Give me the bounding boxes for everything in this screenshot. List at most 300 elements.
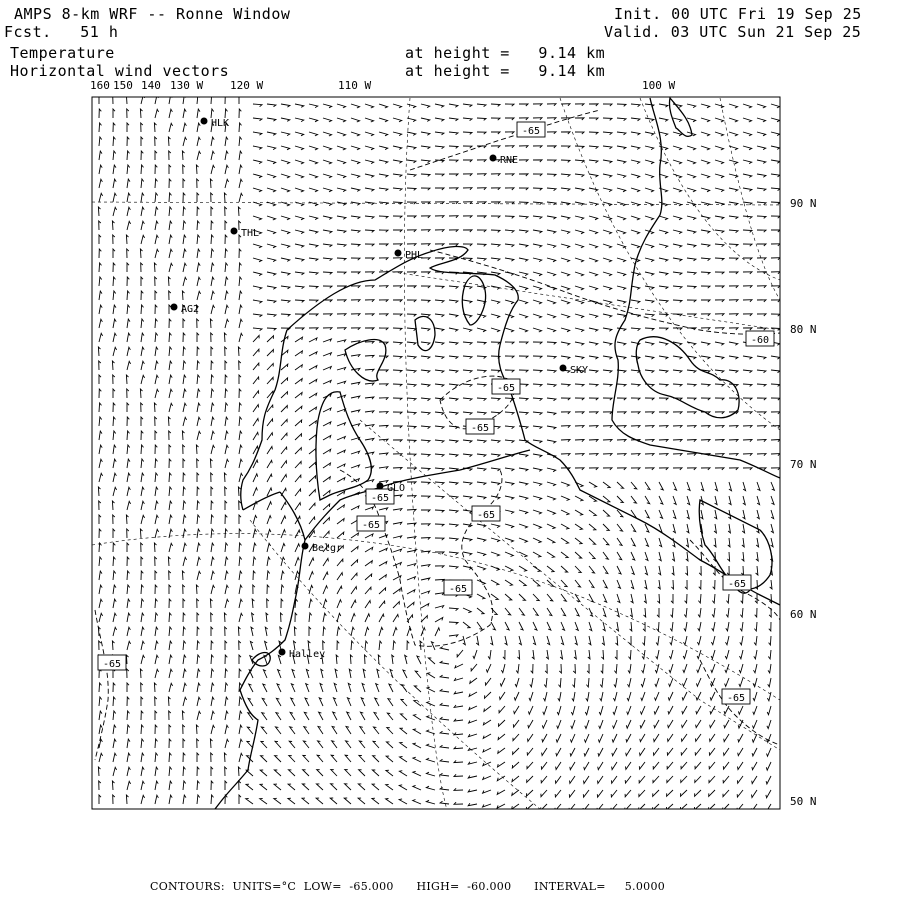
wind-vector bbox=[491, 104, 500, 106]
wind-vector bbox=[603, 160, 612, 163]
wind-vector bbox=[337, 118, 346, 122]
wind-vector bbox=[701, 356, 710, 359]
wind-vector bbox=[617, 482, 624, 488]
wind-vector bbox=[449, 482, 458, 485]
wind-vector bbox=[505, 104, 514, 106]
wind-vector bbox=[392, 655, 394, 664]
wind-vector bbox=[547, 104, 556, 106]
wind-vector bbox=[127, 557, 129, 566]
wind-vector bbox=[617, 538, 622, 545]
wind-vector bbox=[421, 565, 430, 567]
wind-vector bbox=[239, 431, 242, 440]
wind-vector bbox=[375, 698, 379, 706]
wind-vector bbox=[225, 431, 228, 440]
wind-vector bbox=[127, 333, 130, 342]
wind-vector bbox=[701, 510, 703, 519]
wind-vector bbox=[491, 188, 500, 190]
wind-vector bbox=[211, 417, 214, 426]
wind-vector bbox=[756, 552, 758, 561]
wind-vector bbox=[319, 712, 323, 720]
wind-vector bbox=[407, 440, 416, 442]
wind-vector bbox=[239, 277, 242, 286]
wind-vector bbox=[743, 510, 746, 519]
wind-vector bbox=[501, 664, 505, 673]
wind-vector bbox=[586, 692, 589, 701]
map-title: AMPS 8-km WRF -- Ronne Window bbox=[14, 5, 291, 23]
wind-vector bbox=[309, 627, 311, 636]
wind-vector bbox=[463, 174, 472, 176]
wind-vector bbox=[393, 132, 402, 136]
wind-vector bbox=[533, 370, 542, 372]
wind-vector bbox=[645, 496, 650, 504]
wind-vector bbox=[454, 719, 463, 721]
wind-vector bbox=[407, 468, 416, 470]
wind-vector bbox=[687, 272, 696, 275]
wind-vector bbox=[617, 174, 626, 178]
wind-vector bbox=[756, 566, 758, 575]
wind-vector bbox=[673, 538, 676, 547]
wind-vector bbox=[555, 804, 561, 811]
wind-vector bbox=[281, 599, 283, 608]
wind-vector bbox=[413, 743, 421, 748]
wind-vector bbox=[337, 230, 346, 233]
wind-vector bbox=[196, 165, 198, 174]
wind-vector bbox=[519, 622, 523, 630]
lon-label-150: 150 bbox=[113, 79, 133, 92]
wind-vector bbox=[512, 762, 519, 768]
wind-vector bbox=[684, 636, 688, 645]
wind-vector bbox=[309, 146, 318, 150]
wind-vector bbox=[141, 571, 143, 580]
wind-vector bbox=[253, 377, 259, 384]
wind-vector bbox=[169, 501, 172, 510]
wind-vector bbox=[239, 515, 241, 524]
wind-vector bbox=[742, 552, 744, 561]
wind-vector bbox=[253, 244, 262, 248]
wind-vector bbox=[211, 235, 214, 244]
wind-vector bbox=[421, 132, 430, 135]
wind-vector bbox=[457, 650, 463, 657]
wind-vector bbox=[211, 403, 214, 412]
wind-vector bbox=[183, 179, 185, 188]
wind-vector bbox=[253, 405, 259, 412]
wind-vector bbox=[211, 613, 213, 622]
wind-vector bbox=[477, 118, 486, 120]
wind-vector bbox=[697, 664, 701, 672]
wind-vector bbox=[547, 160, 556, 162]
wind-vector bbox=[239, 599, 242, 608]
wind-vector bbox=[743, 160, 752, 164]
wind-vector bbox=[519, 496, 528, 500]
wind-vector bbox=[414, 686, 421, 692]
wind-vector bbox=[687, 258, 696, 261]
wind-vector bbox=[323, 408, 331, 412]
wind-vector bbox=[323, 518, 329, 524]
wind-vector bbox=[600, 678, 603, 687]
wind-vector bbox=[365, 655, 367, 664]
wind-vector bbox=[289, 756, 295, 763]
wind-vector bbox=[253, 363, 259, 370]
wind-vector bbox=[127, 207, 130, 216]
wind-vector bbox=[224, 333, 226, 342]
wind-vector bbox=[603, 118, 612, 120]
wind-vector bbox=[584, 734, 589, 742]
wind-vector bbox=[533, 328, 542, 332]
wind-vector bbox=[519, 174, 528, 176]
wind-vector bbox=[571, 720, 575, 729]
wind-vector bbox=[421, 496, 430, 498]
wind-vector bbox=[247, 727, 253, 734]
wind-vector bbox=[645, 300, 654, 303]
wind-vector bbox=[561, 342, 570, 345]
wind-vector bbox=[701, 314, 710, 316]
wind-vector bbox=[687, 440, 696, 442]
wind-vector bbox=[238, 627, 240, 636]
wind-vector bbox=[393, 104, 402, 108]
wind-vector bbox=[407, 370, 416, 373]
wind-vector bbox=[561, 412, 570, 414]
wind-vector bbox=[561, 174, 570, 177]
wind-vector bbox=[288, 784, 295, 790]
wind-vector bbox=[589, 454, 598, 456]
wind-vector bbox=[645, 342, 654, 345]
contour-label bbox=[492, 379, 520, 394]
wind-vector bbox=[712, 622, 715, 631]
wind-vector bbox=[196, 725, 198, 734]
wind-vector bbox=[141, 123, 143, 132]
wind-vector bbox=[260, 784, 267, 790]
wind-vector bbox=[742, 524, 744, 533]
station-label: Belgr bbox=[312, 543, 343, 554]
wind-vector bbox=[211, 277, 214, 286]
wind-vector bbox=[323, 244, 332, 247]
wind-vector bbox=[225, 557, 228, 566]
wind-vector bbox=[547, 412, 556, 415]
wind-vector bbox=[169, 221, 172, 230]
wind-vector bbox=[627, 706, 631, 714]
wind-vector bbox=[547, 398, 556, 401]
wind-vector bbox=[519, 370, 528, 372]
wind-vector bbox=[414, 700, 421, 706]
wind-vector bbox=[379, 174, 388, 177]
wind-vector bbox=[449, 510, 458, 513]
wind-vector bbox=[225, 669, 228, 678]
wind-vector bbox=[673, 146, 682, 150]
wind-vector bbox=[701, 328, 710, 330]
wind-vector bbox=[743, 230, 752, 232]
wind-vector bbox=[141, 753, 144, 762]
wind-vector bbox=[155, 711, 157, 720]
wind-vector bbox=[505, 608, 511, 615]
wind-vector bbox=[533, 104, 542, 106]
wind-vector bbox=[771, 454, 780, 456]
wind-vector bbox=[407, 384, 416, 387]
wind-vector bbox=[99, 697, 102, 706]
wind-vector bbox=[407, 174, 416, 177]
wind-vector bbox=[309, 118, 318, 122]
wind-vector bbox=[365, 244, 374, 246]
wind-vector bbox=[533, 426, 542, 429]
wind-vector bbox=[337, 216, 346, 219]
wind-vector bbox=[252, 613, 254, 622]
wind-vector bbox=[682, 692, 687, 700]
wind-vector bbox=[196, 445, 198, 454]
wind-vector bbox=[463, 328, 472, 332]
wind-vector bbox=[589, 538, 596, 544]
wind-vector bbox=[281, 300, 290, 303]
wind-vector bbox=[645, 202, 654, 206]
wind-vector bbox=[454, 747, 463, 749]
wind-vector bbox=[351, 216, 360, 219]
wind-vector bbox=[278, 655, 281, 664]
wind-vector bbox=[687, 496, 690, 505]
wind-vector bbox=[99, 781, 101, 790]
lat-label-70: 70 N bbox=[790, 458, 817, 471]
wind-vector bbox=[603, 468, 612, 470]
wind-vector bbox=[712, 594, 715, 603]
wind-vector bbox=[483, 734, 491, 738]
wind-vector bbox=[265, 627, 267, 636]
wind-vector bbox=[617, 552, 622, 560]
wind-vector bbox=[673, 258, 682, 261]
wind-vector bbox=[154, 123, 156, 132]
wind-vector bbox=[630, 622, 632, 631]
wind-vector bbox=[686, 538, 688, 547]
wind-vector bbox=[491, 608, 497, 615]
wind-vector bbox=[519, 636, 522, 645]
wind-vector bbox=[712, 608, 715, 617]
wind-vector bbox=[253, 488, 257, 496]
wind-vector bbox=[435, 482, 444, 485]
wind-vector bbox=[183, 459, 185, 468]
wind-vector bbox=[701, 104, 710, 108]
wind-vector bbox=[726, 608, 729, 617]
wind-vector bbox=[359, 755, 365, 762]
station-rne bbox=[490, 155, 519, 167]
wind-vector bbox=[613, 720, 617, 728]
wind-vector bbox=[344, 798, 351, 804]
lon-label-130: 130 W bbox=[170, 79, 204, 92]
wind-vector bbox=[491, 230, 500, 232]
wind-vector bbox=[113, 165, 116, 174]
wind-vector bbox=[141, 515, 145, 524]
wind-vector bbox=[281, 544, 285, 553]
wind-vector bbox=[275, 727, 281, 734]
wind-vector bbox=[337, 188, 346, 192]
wind-vector bbox=[323, 558, 328, 566]
wind-vector bbox=[771, 118, 780, 122]
wind-vector bbox=[309, 104, 318, 108]
wind-vector bbox=[631, 202, 640, 206]
wind-vector bbox=[573, 678, 576, 687]
wind-vector bbox=[673, 230, 682, 234]
wind-vector bbox=[491, 342, 500, 344]
wind-vector bbox=[197, 641, 200, 650]
wind-vector bbox=[421, 591, 430, 594]
wind-vector bbox=[155, 655, 158, 664]
wind-vector bbox=[757, 244, 766, 246]
wind-vector bbox=[421, 286, 430, 288]
wind-vector bbox=[365, 146, 374, 150]
wind-vector bbox=[757, 146, 766, 150]
wind-vector bbox=[141, 459, 144, 468]
wind-vector bbox=[238, 347, 240, 356]
wind-vector bbox=[239, 697, 242, 706]
wind-vector bbox=[262, 698, 267, 706]
wind-vector bbox=[771, 146, 780, 149]
wind-vector bbox=[239, 193, 243, 202]
wind-vector bbox=[473, 650, 477, 659]
wind-vector bbox=[99, 501, 101, 510]
wind-vector bbox=[365, 174, 374, 177]
wind-vector bbox=[351, 160, 360, 164]
wind-vector bbox=[267, 433, 273, 440]
wind-vector bbox=[738, 762, 744, 770]
wind-vector bbox=[197, 501, 200, 510]
wind-vector bbox=[281, 406, 287, 413]
wind-vector bbox=[514, 706, 519, 714]
wind-vector bbox=[603, 188, 612, 192]
wind-vector bbox=[358, 784, 365, 790]
wind-vector bbox=[281, 104, 290, 107]
wind-vector bbox=[302, 784, 309, 790]
wind-vector bbox=[477, 104, 486, 107]
wind-vector bbox=[239, 333, 243, 342]
wind-vector bbox=[267, 286, 276, 289]
wind-vector bbox=[141, 305, 144, 314]
wind-vector bbox=[141, 193, 144, 202]
svg-text:-65: -65 bbox=[476, 510, 496, 521]
wind-vector bbox=[757, 510, 760, 519]
wind-vector bbox=[239, 151, 242, 160]
wind-vector bbox=[127, 291, 130, 300]
wind-vector bbox=[239, 543, 242, 552]
wind-vector bbox=[547, 524, 555, 529]
wind-vector bbox=[519, 160, 528, 162]
wind-vector bbox=[533, 384, 542, 387]
wind-vector bbox=[309, 300, 318, 302]
wind-vector bbox=[281, 392, 288, 398]
wind-vector bbox=[197, 543, 200, 552]
wind-vector bbox=[743, 412, 752, 414]
wind-vector bbox=[743, 328, 752, 330]
wind-vector bbox=[673, 160, 682, 164]
wind-vector bbox=[499, 706, 505, 713]
wind-vector bbox=[253, 557, 256, 566]
wind-vector bbox=[426, 800, 435, 804]
wind-vector bbox=[379, 548, 387, 552]
wind-vector bbox=[698, 608, 701, 617]
wind-vector bbox=[141, 431, 143, 440]
wind-vector bbox=[263, 684, 267, 692]
wind-vector bbox=[659, 398, 668, 400]
wind-vector bbox=[141, 179, 144, 188]
wind-vector bbox=[197, 571, 201, 580]
wind-vector bbox=[379, 384, 388, 386]
wind-vector bbox=[643, 636, 646, 645]
wind-vector bbox=[211, 627, 213, 636]
wind-vector bbox=[140, 389, 142, 398]
wind-vector bbox=[211, 249, 214, 258]
wind-vector bbox=[309, 393, 317, 398]
wind-vector bbox=[645, 412, 654, 414]
wind-vector bbox=[253, 474, 258, 482]
wind-vector bbox=[197, 151, 201, 160]
wind-vector bbox=[99, 543, 102, 552]
wind-vector bbox=[617, 202, 626, 206]
wind-vector bbox=[743, 468, 752, 470]
wind-vector bbox=[701, 398, 710, 400]
wind-vector bbox=[715, 118, 724, 122]
wind-vector bbox=[127, 417, 129, 426]
wind-vector bbox=[483, 776, 491, 780]
wind-vector bbox=[687, 454, 696, 456]
wind-vector bbox=[99, 193, 103, 202]
wind-vector bbox=[239, 95, 241, 104]
wind-vector bbox=[715, 398, 724, 400]
wind-vector bbox=[309, 328, 318, 330]
wind-vector bbox=[519, 258, 528, 261]
wind-vector bbox=[529, 692, 533, 701]
wind-vector bbox=[127, 725, 130, 734]
wind-vector bbox=[533, 188, 542, 190]
wind-vector bbox=[743, 286, 752, 288]
wind-vector bbox=[628, 678, 632, 687]
wind-vector bbox=[249, 684, 253, 692]
wind-vector bbox=[683, 650, 687, 659]
wind-vector bbox=[570, 734, 575, 742]
wind-vector bbox=[463, 244, 472, 246]
valid-time: Valid. 03 UTC Sun 21 Sep 25 bbox=[604, 23, 862, 41]
wind-vector bbox=[288, 798, 295, 804]
wind-vector bbox=[743, 118, 752, 122]
wind-vector bbox=[757, 328, 766, 330]
wind-vector bbox=[99, 165, 102, 174]
wind-vector bbox=[684, 608, 687, 617]
wind-vector bbox=[303, 741, 309, 748]
wind-vector bbox=[669, 664, 673, 673]
wind-vector bbox=[771, 202, 780, 204]
station-marker bbox=[490, 155, 497, 162]
wind-vector bbox=[197, 655, 200, 664]
wind-vector bbox=[715, 174, 724, 178]
wind-vector bbox=[99, 795, 101, 804]
wind-vector bbox=[491, 468, 500, 471]
wind-vector bbox=[261, 756, 268, 762]
wind-vector bbox=[542, 734, 547, 742]
wind-vector bbox=[468, 762, 477, 765]
wind-vector bbox=[267, 599, 269, 608]
wind-vector bbox=[323, 132, 332, 136]
wind-vector bbox=[323, 314, 332, 316]
wind-vector bbox=[427, 702, 435, 707]
wind-vector bbox=[169, 207, 172, 216]
wind-vector bbox=[253, 328, 262, 331]
wind-vector bbox=[337, 202, 346, 205]
wind-vector bbox=[267, 104, 276, 107]
wind-vector bbox=[168, 277, 170, 286]
wind-vector bbox=[345, 755, 351, 762]
wind-vector bbox=[211, 221, 213, 230]
wind-vector bbox=[598, 734, 603, 742]
wind-vector bbox=[449, 328, 458, 331]
wind-vector bbox=[729, 230, 738, 233]
wind-vector bbox=[183, 599, 185, 608]
wind-vector bbox=[267, 118, 276, 121]
wind-vector bbox=[351, 506, 359, 510]
wind-vector bbox=[470, 678, 477, 683]
wind-vector bbox=[533, 244, 542, 247]
